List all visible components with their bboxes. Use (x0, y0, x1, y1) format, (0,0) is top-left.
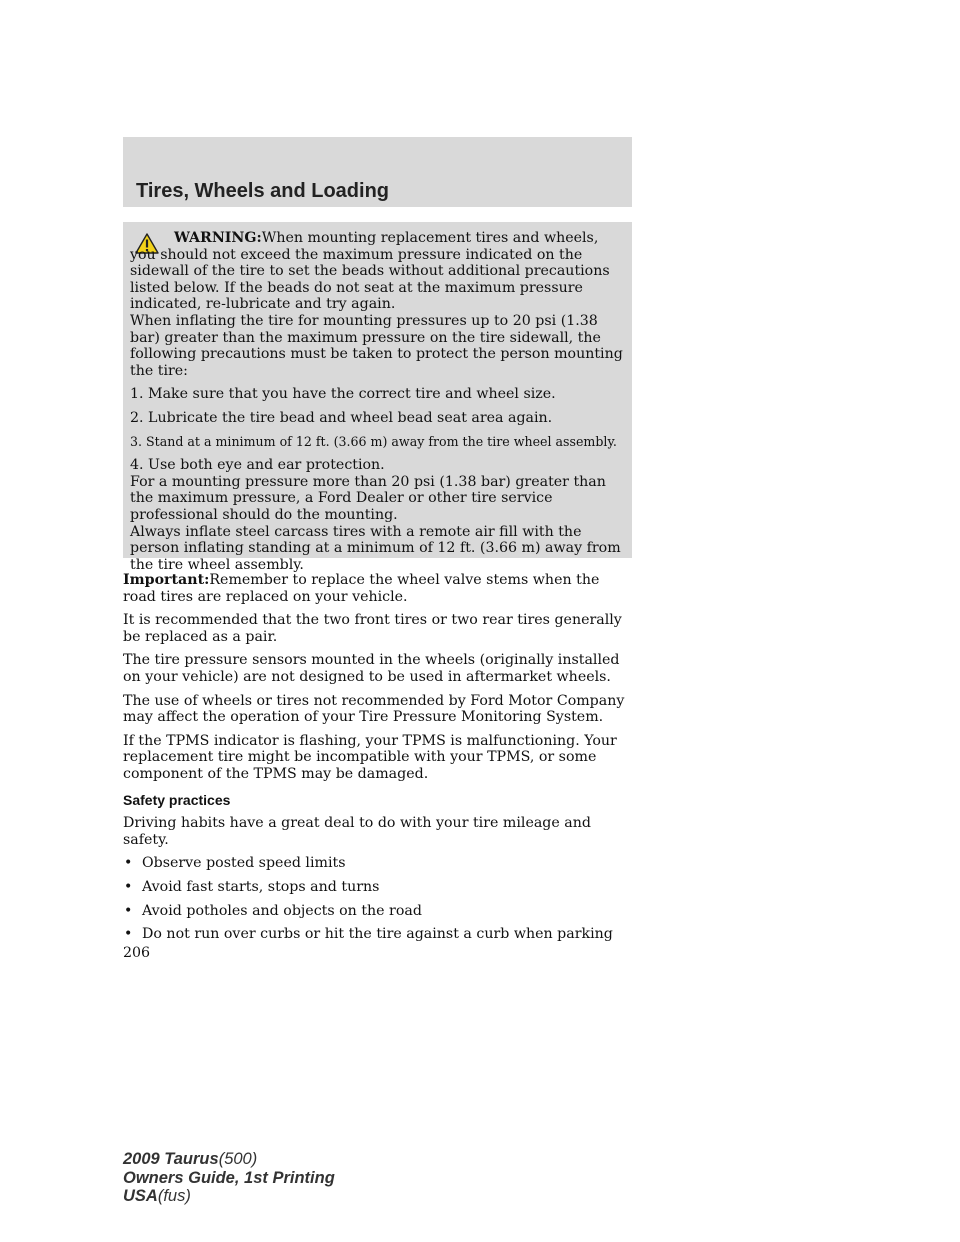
section-header-band (123, 137, 632, 207)
section-title: Tires, Wheels and Loading (136, 180, 390, 202)
important-label: Important: (123, 572, 210, 588)
paragraph-not-recommended: The use of wheels or tires not recommended by Ford Motor Company may affect the operation of your Tire Pressure Monitoring System. (123, 692, 625, 726)
warning-text (130, 230, 628, 573)
list-item (123, 879, 633, 896)
warning-intro (130, 230, 628, 313)
footer-model-code: (500) (218, 1150, 258, 1168)
list-item (123, 855, 633, 872)
bullet-icon: • (124, 855, 133, 872)
page-number: 206 (123, 945, 151, 961)
warning-label: WARNING: (174, 230, 262, 246)
footer (123, 1150, 335, 1206)
warning-step-3: 3. Stand at a minimum of 12 ft. (3.66 m) away from the tire wheel assembly. (130, 433, 617, 449)
warning-inflating-text: When inflating the tire for mounting pressures up to 20 psi (1.38 bar) greater than the maximum pressure on the tire sidewall, the following precautions must be taken to protect the person mounting the tire: (130, 312, 623, 379)
list-item (123, 926, 633, 943)
footer-line-3 (123, 1187, 335, 1206)
list-item-text: Observe posted speed limits (142, 855, 346, 872)
body-text (123, 572, 633, 950)
safety-heading: Safety practices (123, 791, 231, 808)
footer-model: 2009 Taurus (123, 1150, 219, 1168)
paragraph-pressure-sensors: The tire pressure sensors mounted in the wheels (originally installed on your vehicle) are not designed to be used in aftermarket wheels. (123, 652, 620, 685)
bullet-icon: • (124, 926, 133, 943)
footer-guide: Owners Guide, 1st Printing (123, 1168, 335, 1187)
list-item (123, 903, 633, 920)
paragraph-tpms-flashing: If the TPMS indicator is flashing, your TPMS is malfunctioning. Your replacement tire might be incompatible with your TPMS, or some component of the TPMS may be damaged. (123, 732, 617, 782)
warning-step-4: 4. Use both eye and ear protection. (130, 457, 385, 474)
warning-dealer-text: For a mounting pressure more than 20 psi (1.38 bar) greater than the maximum pressure, a Ford Dealer or other tire service professional should do the mounting. (130, 473, 606, 523)
bullet-icon: • (124, 878, 133, 895)
list-item-text: Do not run over curbs or hit the tire against a curb when parking (142, 926, 613, 943)
warning-box (123, 222, 632, 573)
warning-steel-text: Always inflate steel carcass tires with a remote air fill with the person inflating standing at a minimum of 12 ft. (3.66 m) away from the tire wheel assembly. (130, 523, 621, 573)
footer-region: USA (123, 1187, 158, 1205)
safety-list (123, 855, 633, 942)
warning-intro-text: When mounting replacement tires and wheels, you should not exceed the maximum pressure indicated on the sidewall of the tire to set the beads without additional precautions listed below. If the beads do not seat at the maximum pressure indicated, re-lubricate and try again. (130, 230, 610, 313)
paragraph-replace-pair: It is recommended that the two front tires or two rear tires generally be replaced as a pair. (123, 612, 622, 645)
important-paragraph (123, 572, 633, 605)
footer-region-code: (fus) (157, 1187, 191, 1205)
warning-step-2: 2. Lubricate the tire bead and wheel bead seat area again. (130, 409, 553, 426)
list-item-text: Avoid fast starts, stops and turns (142, 878, 380, 895)
footer-line-1 (123, 1150, 335, 1169)
safety-intro: Driving habits have a great deal to do with your tire mileage and safety. (123, 815, 591, 848)
bullet-icon: • (124, 902, 133, 919)
list-item-text: Avoid potholes and objects on the road (142, 902, 422, 919)
important-text: Remember to replace the wheel valve stems when the road tires are replaced on your vehicle. (123, 572, 600, 605)
warning-step-1: 1. Make sure that you have the correct tire and wheel size. (130, 386, 556, 403)
